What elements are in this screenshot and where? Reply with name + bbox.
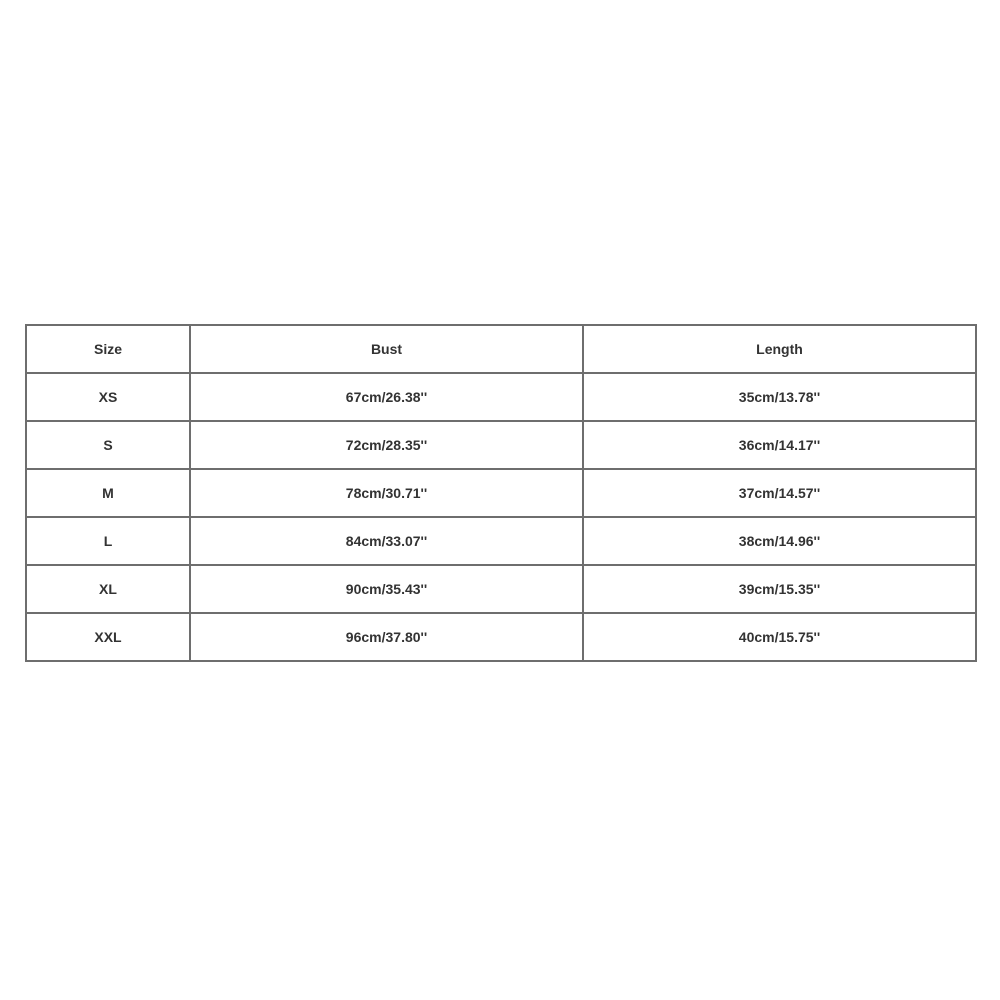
bust-cell: 78cm/30.71'' (190, 469, 583, 517)
length-cell: 37cm/14.57'' (583, 469, 976, 517)
length-cell: 38cm/14.96'' (583, 517, 976, 565)
bust-cell: 67cm/26.38'' (190, 373, 583, 421)
size-cell: S (26, 421, 190, 469)
size-chart-table (25, 324, 977, 662)
length-cell: 36cm/14.17'' (583, 421, 976, 469)
table-row (26, 421, 976, 469)
table-row (26, 613, 976, 661)
header-bust: Bust (190, 325, 583, 373)
table-row (26, 373, 976, 421)
table-row (26, 517, 976, 565)
table-row (26, 469, 976, 517)
size-cell: L (26, 517, 190, 565)
length-cell: 40cm/15.75'' (583, 613, 976, 661)
table-row (26, 565, 976, 613)
header-length: Length (583, 325, 976, 373)
length-cell: 35cm/13.78'' (583, 373, 976, 421)
size-cell: XXL (26, 613, 190, 661)
header-row (26, 325, 976, 373)
size-cell: XL (26, 565, 190, 613)
size-cell: M (26, 469, 190, 517)
size-cell: XS (26, 373, 190, 421)
bust-cell: 90cm/35.43'' (190, 565, 583, 613)
length-cell: 39cm/15.35'' (583, 565, 976, 613)
bust-cell: 96cm/37.80'' (190, 613, 583, 661)
header-size: Size (26, 325, 190, 373)
bust-cell: 72cm/28.35'' (190, 421, 583, 469)
bust-cell: 84cm/33.07'' (190, 517, 583, 565)
